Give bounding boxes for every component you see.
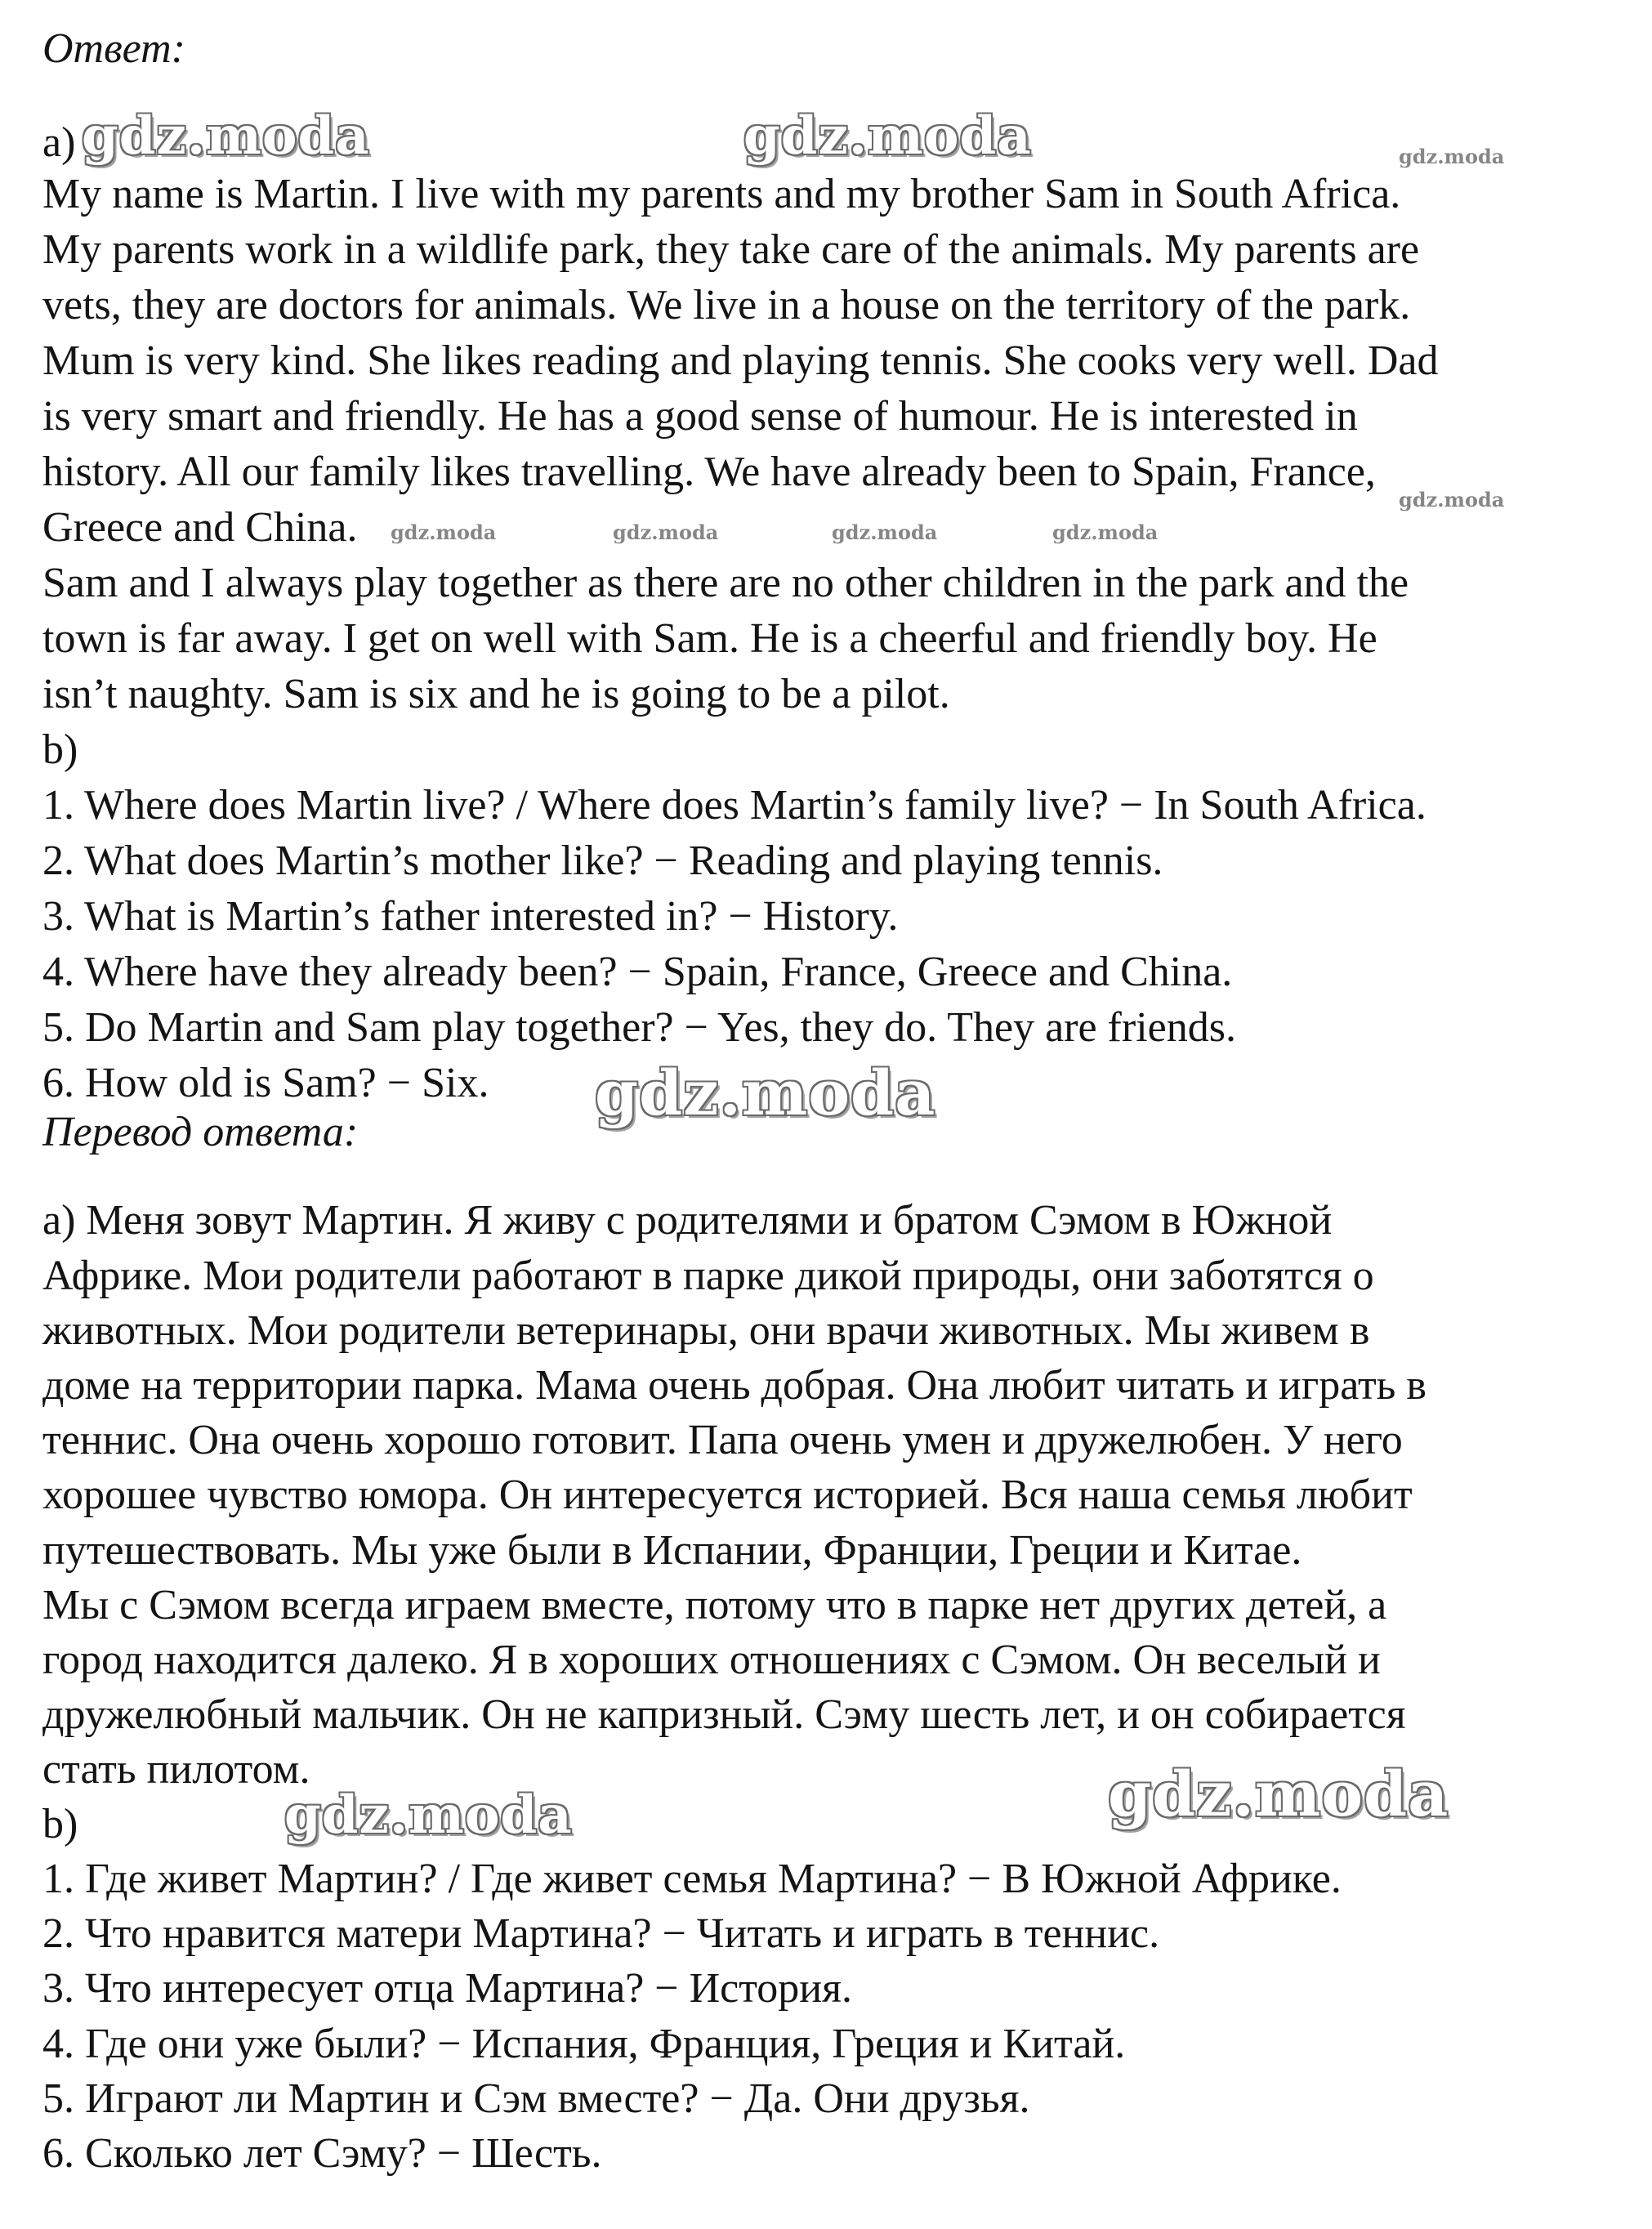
question-item: 2. What does Martin’s mother like? − Reading and playing tennis.	[42, 838, 1163, 884]
english-line: My name is Martin. I live with my parents and my brother Sam in South Africa.	[42, 171, 1401, 217]
russian-line: стать пилотом.	[42, 1746, 310, 1793]
watermark-logo: gdz.moda	[284, 1785, 573, 1846]
russian-question-item: 5. Играют ли Мартин и Сэм вместе? − Да. Они друзья.	[42, 2075, 1030, 2122]
answer-label: Ответ:	[42, 25, 185, 72]
russian-line: дружелюбный мальчик. Он не капризный. Сэму шесть лет, и он собирается	[42, 1691, 1406, 1738]
english-line: Sam and I always play together as there are no other children in the park and the	[42, 560, 1409, 606]
question-item: 3. What is Martin’s father interested in? − History.	[42, 893, 899, 940]
english-line: history. All our family likes travelling. We have already been to Spain, France,	[42, 449, 1376, 495]
question-item: 5. Do Martin and Sam play together? − Yes, they do. They are friends.	[42, 1004, 1236, 1051]
watermark-logo: gdz.moda	[743, 105, 1032, 167]
part-a-label: a)	[42, 119, 76, 166]
russian-question-item: 3. Что интересует отца Мартина? − История.	[42, 1965, 853, 2012]
question-item: 4. Where have they already been? − Spain, France, Greece and China.	[42, 949, 1233, 995]
watermark-logo: gdz.moda	[1052, 520, 1159, 544]
english-line: is very smart and friendly. He has a good sense of humour. He is interested in	[42, 393, 1358, 440]
russian-line: город находится далеко. Я в хороших отношениях с Сэмом. Он веселый и	[42, 1637, 1381, 1683]
russian-question-item: 4. Где они уже были? − Испания, Франция, Греция и Китай.	[42, 2021, 1126, 2067]
english-line: town is far away. I get on well with Sam. He is a cheerful and friendly boy. He	[42, 615, 1377, 662]
watermark-logo: gdz.moda	[832, 520, 938, 544]
russian-question-item: 6. Сколько лет Сэму? − Шесть.	[42, 2130, 602, 2177]
russian-line: а) Меня зовут Мартин. Я живу с родителями и братом Сэмом в Южной	[42, 1197, 1333, 1244]
russian-line: животных. Мои родители ветеринары, они врачи животных. Мы живем в	[42, 1307, 1370, 1354]
question-item: 1. Where does Martin live? / Where does Martin’s family live? − In South Africa.	[42, 782, 1427, 829]
russian-line: хорошее чувство юмора. Он интересуется историей. Вся наша семья любит	[42, 1472, 1413, 1518]
part-b-label: b)	[42, 726, 78, 773]
watermark-logo: gdz.moda	[1399, 488, 1505, 511]
watermark-logo: gdz.moda	[82, 105, 370, 167]
translation-label: Перевод ответа:	[42, 1109, 359, 1155]
english-line: Mum is very kind. She likes reading and playing tennis. She cooks very well. Dad	[42, 337, 1439, 384]
russian-part-b-label: b)	[42, 1801, 78, 1847]
russian-line: путешествовать. Мы уже были в Испании, Франции, Греции и Китае.	[42, 1527, 1302, 1574]
english-line: vets, they are doctors for animals. We live in a house on the territory of the park.	[42, 282, 1411, 328]
russian-line: Африке. Мои родители работают в парке дикой природы, они заботятся о	[42, 1253, 1374, 1299]
watermark-logo: gdz.moda	[595, 1056, 936, 1129]
russian-question-item: 2. Что нравится матери Мартина? − Читать и играть в теннис.	[42, 1910, 1160, 1957]
watermark-logo: gdz.moda	[613, 520, 719, 544]
question-item: 6. How old is Sam? − Six.	[42, 1060, 489, 1106]
russian-line: теннис. Она очень хорошо готовит. Папа очень умен и дружелюбен. У него	[42, 1417, 1403, 1463]
russian-question-item: 1. Где живет Мартин? / Где живет семья Мартина? − В Южной Африке.	[42, 1856, 1342, 1902]
watermark-logo: gdz.moda	[1108, 1758, 1449, 1830]
russian-line: Мы с Сэмом всегда играем вместе, потому что в парке нет других детей, а	[42, 1582, 1387, 1628]
english-line: My parents work in a wildlife park, they take care of the animals. My parents are	[42, 226, 1420, 273]
watermark-logo: gdz.moda	[391, 520, 497, 544]
russian-line: доме на территории парка. Мама очень добрая. Она любит читать и играть в	[42, 1362, 1427, 1409]
english-line: Greece and China.	[42, 504, 358, 551]
english-line: isn’t naughty. Sam is six and he is going to be a pilot.	[42, 671, 950, 717]
watermark-logo: gdz.moda	[1399, 145, 1505, 168]
